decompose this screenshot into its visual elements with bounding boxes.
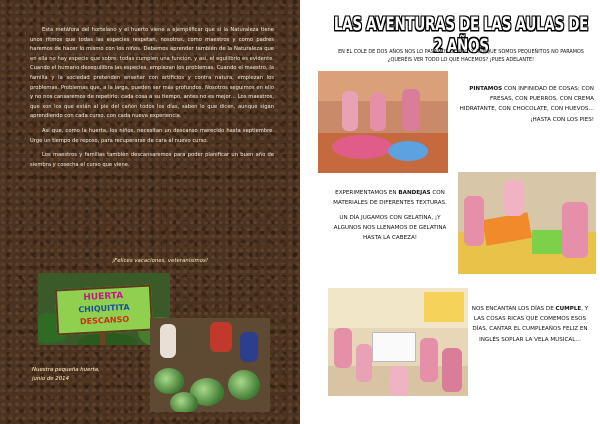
garden-sign xyxy=(55,285,153,336)
birthday-text: NOS ENCANTAN LOS DÍAS DE CUMPLE, Y LAS COSAS RICAS QUE COMEMOS ESOS DÍAS, CANTAR EL CUMPLEAÑOS FELIZ EN INGLÉS SOPLAR LA VELA MUSICAL… xyxy=(471,306,589,343)
trays-text: EXPERIMENTAMOS EN BANDEJAS CON MATERIALES DE DIFERENTES TEXTURAS. UN DÍA JUGAMOS CON GELATINA, ¡Y ALGUNOS NOS LLENAMOS DE GELATINA HASTA LA CABEZA! xyxy=(326,188,454,243)
closing-line: ¡Felices vacaciones, veteranísimos! xyxy=(111,258,209,264)
left-article xyxy=(30,26,274,175)
sign-line-3: DESCANSO xyxy=(79,314,130,327)
keyword-bandejas: BANDEJAS xyxy=(398,190,431,196)
sign-line-1: HUERTA xyxy=(83,290,124,304)
intro-text: EN EL COLE DE DOS AÑOS NOS LO PASAMOS GENIAL, Y AUNQUE SOMOS PEQUEÑITOS NO PARAMOS ¿QUERÉIS VER TODO LO QUE HACEMOS? ¡PUES ADELANTE! xyxy=(338,49,584,63)
right-page xyxy=(300,0,600,424)
keyword-pintamos: PINTAMOS xyxy=(469,86,503,92)
photo-caption: Nuestra pequeña huerta, junio de 2014 xyxy=(32,367,100,382)
article-paragraph-1: Esta metáfora del hortelano y el huerto viene a ejemplificar que si la Naturaleza tiene unos ritmos que todas las especies respetan, nosotros, como maestros y como padres haremos de hacer lo mismo con los niños. Debemos aprender también de la Naturaleza que en ella no hay especie que sobre: todas cumplen una función, y así, el equilibrio es evidente. Cuando el humano desequilibra las especies, empiezan los problemas. Cuando el maestro, la familia y la sociedad pretenden enseñar con artificios y contra natura, empiezan los problemas. Problemas que, a la larga, pueden ser más profundos. Nosotros seguimos en ello y no nos cansaremos de repetirlo: cada cosa a su tiempo, antes no es mejor… Los maestros, que son los que están al pie del cañón todos los días, saben lo que dicen, aunque sigan aprendiendo con cada curso, con cada nueva experiencia. xyxy=(30,27,274,120)
cabbage-garden-photo xyxy=(150,318,270,412)
keyword-cumple: CUMPLE xyxy=(555,306,582,312)
gelatin-text: UN DÍA JUGAMOS CON GELATINA, ¡Y ALGUNOS NOS LLENAMOS DE GELATINA HASTA LA CABEZA! xyxy=(333,215,447,241)
article-paragraph-2: Así que, como la huerta, los niños, necesitan un descanso merecido hasta septiembre. Urge un tiempo de reposo, para recuperarse de cara al nuevo curso. xyxy=(30,127,274,144)
trays-photo xyxy=(458,172,596,274)
painting-photo xyxy=(318,71,448,173)
sign-line-2: CHIQUITITA xyxy=(78,302,130,315)
page-title: LAS AVENTURAS DE LAS AULAS DE 2 AÑOS xyxy=(333,14,589,58)
painting-description: CON INFINIDAD DE COSAS: CON FRESAS, CON PUERROS, CON CREMA HIDRATANTE, CON CHOCOLATE, CON HUEVOS… ¡HASTA CON LOS PIES! xyxy=(459,86,594,123)
painting-text xyxy=(452,84,594,125)
article-paragraph-3: Los maestros y familias también descansaremos para poder planificar un buen año de siembra y cosecha el curso que viene. xyxy=(30,152,274,168)
birthday-photo xyxy=(328,288,468,396)
